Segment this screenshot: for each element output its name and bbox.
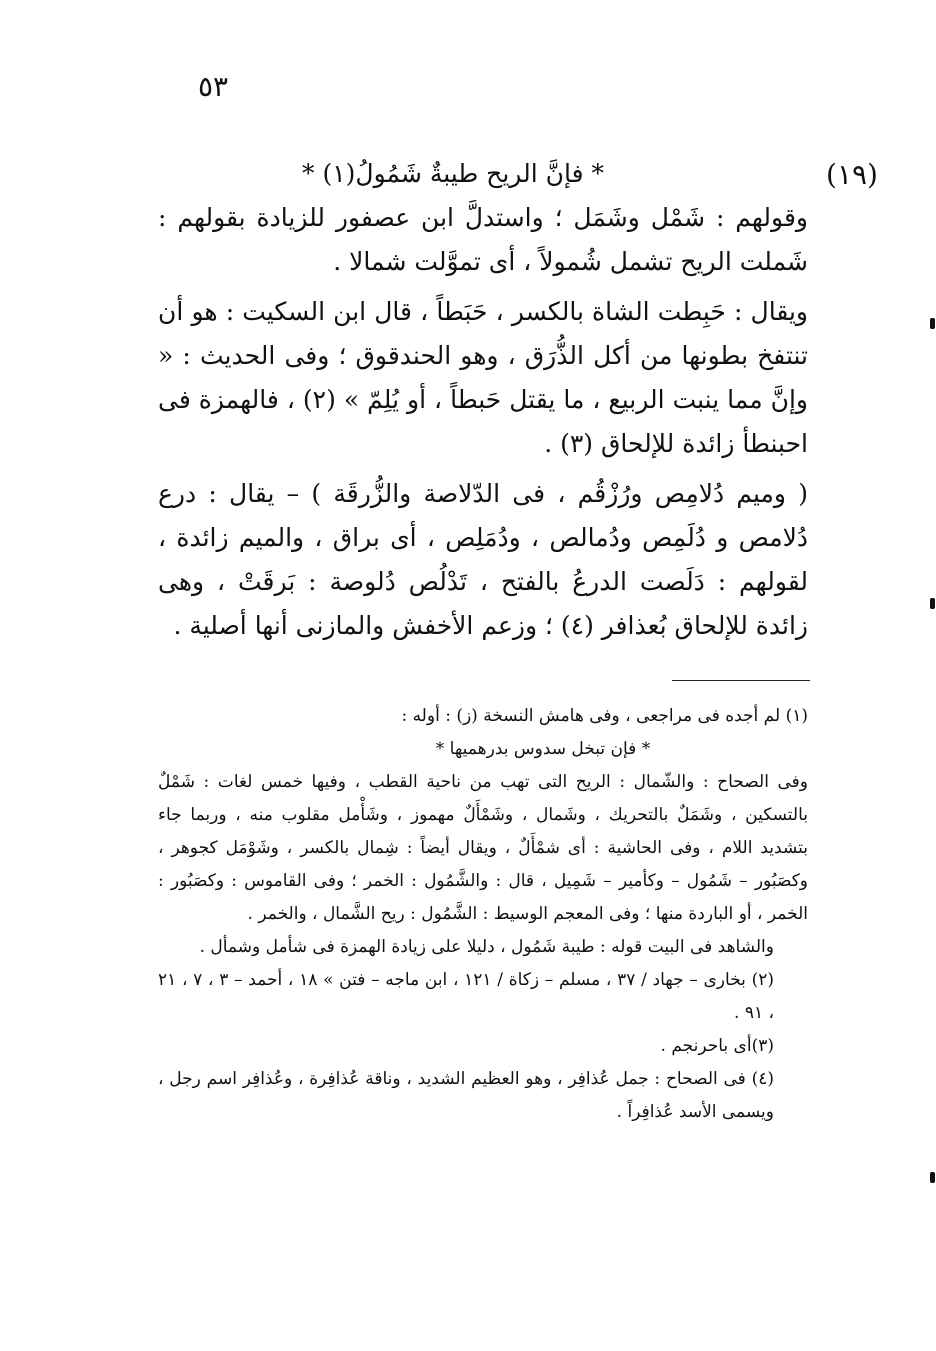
paragraph-dulamis: ( وميم دُلامِص ورُزْقُم ، فى الدّلاصة والزُّرقَة ) – يقال : درع دُلامص و دُلَمِص ودُمالص ، ودُمَلِص ، أى براق ، والميم زائدة ، لقولهم : دَلَصت الدرعُ بالفتح ، تَدْلُص دُلوصة : بَرقَتْ ، وهى زائدة للإلحاق بُعذافر (٤) ؛ وزعم الأخفش والمازنى أنها أصلية . bbox=[158, 479, 808, 640]
paragraph-shaml: وقولهم : شَمْل وشَمَل ؛ واستدلَّ ابن عصفور للزيادة بقولهم : شَملت الريح تشمل شُمولاً ، أى تموَّلت شمالا . bbox=[158, 203, 808, 276]
page-number: ٥٣ bbox=[198, 70, 229, 103]
verse-number: (١٩) bbox=[826, 158, 878, 191]
main-text bbox=[158, 152, 808, 648]
footnote-1-body: وفى الصحاح : والشّمال : الريح التى تهب من ناحية القطب ، وفيها خمس لغات : شَمْلٌ بالتسكين ، وشَمَلٌ بالتحريك ، وشَمال ، وشَمْأَلٌ مهموز ، وشَأْمل مقلوب منه ، وربما جاء بتشديد اللام ، وفى الحاشية : أى شمْأَلٌ ، ويقال أيضاً : شِمال بالكسر ، وشَوْمَل كجوهر ، وكصَبُور – شَمُول – وكأمير – شَمِيل ، قال : والشَّمُول : الخمر ؛ وفى القاموس : وكصَبُور : الخمر ، أو الباردة منها ؛ وفى المعجم الوسيط : الشَّمُول : ريح الشَّمال ، والخمر . bbox=[158, 772, 808, 924]
footnote-3: (٣)أى باحرنجم . bbox=[660, 1036, 774, 1056]
footnote-1-verse: * فإن تبخل سدوس بدرهميها * bbox=[435, 739, 651, 759]
margin-mark bbox=[930, 598, 935, 609]
margin-mark bbox=[930, 318, 935, 329]
footnote-2: (٢) بخارى – جهاد / ٣٧ ، مسلم – زكاة / ١٢١ ، ابن ماجه – فتن » ١٨ ، أحمد – ٣ ، ٧ ، ٢١ ، ٩١ . bbox=[158, 970, 775, 1023]
footnote-4: (٤) فى الصحاح : جمل عُذافِر ، وهو العظيم الشديد ، وناقة عُذافِرة ، وعُذافِر اسم رجل ، ويسمى الأسد عُذافِراً . bbox=[158, 1069, 774, 1122]
footnotes bbox=[158, 700, 808, 1129]
footnote-1-intro: (١) لم أجده فى مراجعى ، وفى هامش النسخة (ز) : أوله : bbox=[401, 706, 808, 726]
footnote-separator bbox=[672, 680, 810, 681]
verse-line: * فإنَّ الريح طيبةٌ شَمُولُ(١) * bbox=[302, 159, 604, 188]
margin-mark bbox=[930, 1172, 935, 1183]
paragraph-habita: ويقال : حَبِطت الشاة بالكسر ، حَبَطاً ، قال ابن السكيت : هو أن تنتفخ بطونها من أكل الذُّرَق ، وهو الحندقوق ؛ وفى الحديث : « وإنَّ مما ينبت الربيع ، ما يقتل حَبطاً ، أو يُلِمّ » (٢) ، فالهمزة فى احبنطأ زائدة للإلحاق (٣) . bbox=[158, 297, 808, 458]
footnote-1-witness: والشاهد فى البيت قوله : طيبة شَمُول ، دليلا على زيادة الهمزة فى شأمل وشمأل . bbox=[199, 937, 774, 957]
